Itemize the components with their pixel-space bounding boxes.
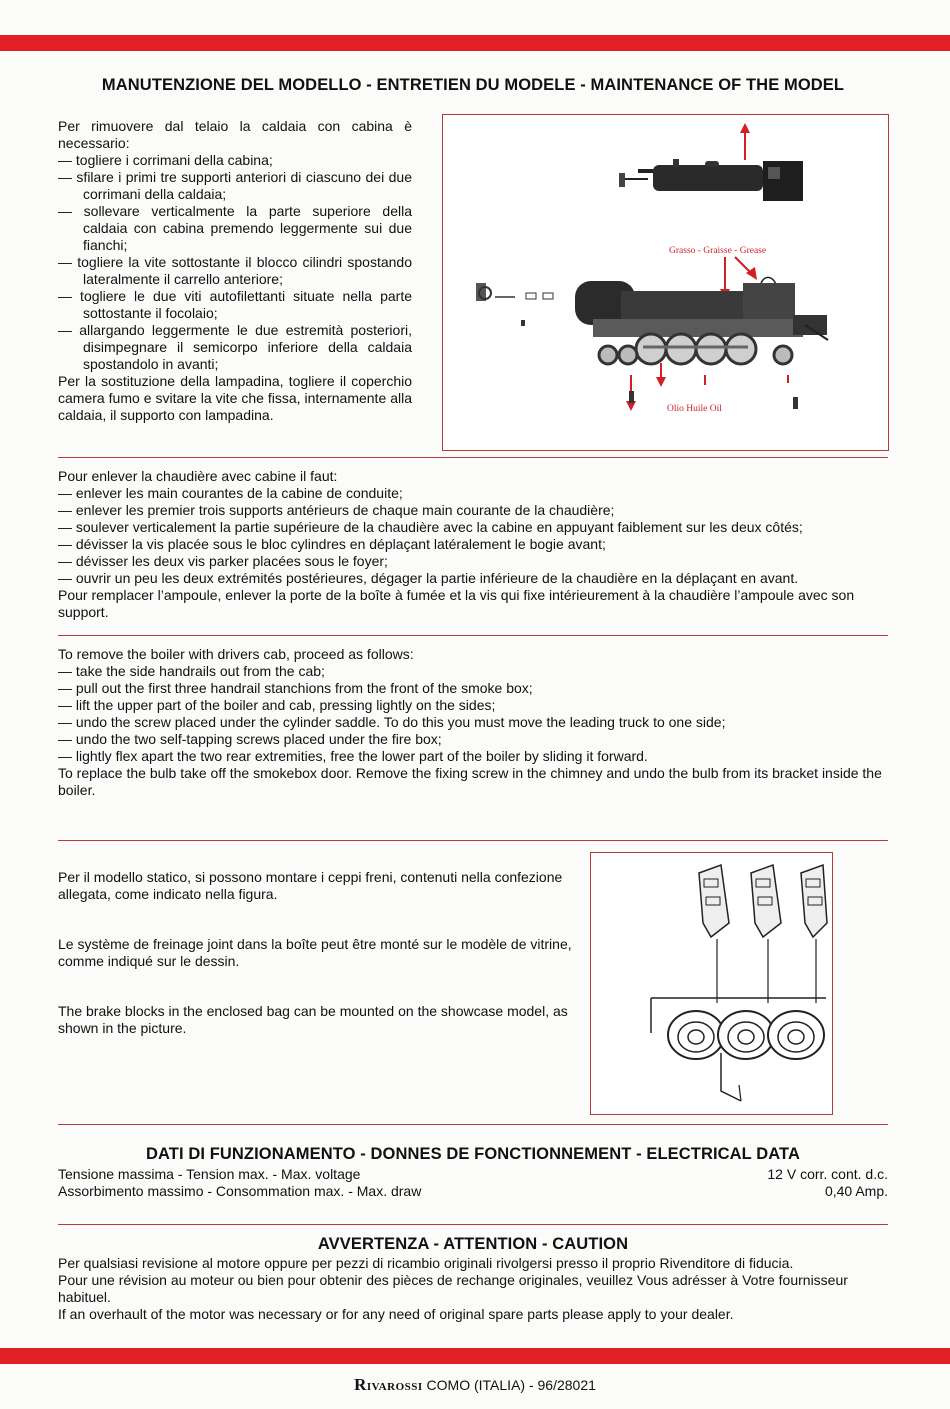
- brake-drawing: [591, 853, 832, 1114]
- list-item: — take the side handrails out from the cab;: [58, 663, 325, 679]
- data-row-draw: [58, 1183, 888, 1200]
- oil-label: Olio Huile Oil: [667, 404, 722, 414]
- brake-blocks-figure: [590, 852, 833, 1115]
- italian-intro: Per rimuovere dal telaio la caldaia con cabina è necessario:: [58, 118, 412, 151]
- list-item: — soulever verticalement la partie supérieure de la chaudière avec la cabine en appuyant faiblement sur les deux côtés;: [58, 519, 803, 535]
- caution-french: Pour une révision au moteur ou bien pour obtenir des pièces de rechange originales, veuillez Vous adrésser à Votre fournisseur habituel.: [58, 1272, 848, 1305]
- maintenance-heading: MANUTENZIONE DEL MODELLO - ENTRETIEN DU MODELE - MAINTENANCE OF THE MODEL: [101, 76, 845, 94]
- brakes-french: Le système de freinage joint dans la boîte peut être monté sur le modèle de vitrine, comme indiqué sur le dessin.: [58, 936, 572, 969]
- divider: [58, 635, 888, 636]
- english-steps: [58, 663, 888, 765]
- french-instructions: [58, 468, 888, 621]
- footer: [0, 1375, 950, 1395]
- data-row-voltage: [58, 1166, 888, 1183]
- english-bulb: To replace the bulb take off the smokebox door. Remove the fixing screw in the chimney and undo the bulb from its bracket inside the boiler.: [58, 765, 882, 798]
- list-item: — dévisser la vis placée sous le bloc cylindres en déplaçant latéralement le bogie avant;: [58, 536, 606, 552]
- list-item: — enlever les main courantes de la cabine de conduite;: [58, 485, 403, 501]
- list-item: — togliere i corrimani della cabina;: [58, 152, 273, 168]
- locomotive-drawing: [443, 115, 888, 450]
- grease-label: Grasso - Graisse - Grease: [669, 246, 767, 256]
- voltage-value: 12 V corr. cont. d.c.: [767, 1166, 888, 1182]
- caution-heading: AVVERTENZA - ATTENTION - CAUTION: [317, 1235, 629, 1253]
- divider: [58, 1224, 888, 1225]
- boiler-assembly: [619, 159, 803, 201]
- list-item: — undo the two self-tapping screws placed under the fire box;: [58, 731, 442, 747]
- list-item: — undo the screw placed under the cylinder saddle. To do this you must move the leading truck to one side;: [58, 714, 726, 730]
- italian-bulb: Per la sostituzione della lampadina, togliere il coperchio camera fumo e svitare la vite che fissa, internamente alla caldaia, il supporto con lampadina.: [58, 373, 412, 423]
- rivarossi-logo: RIVAROSSI: [354, 1375, 423, 1394]
- english-intro: To remove the boiler with drivers cab, proceed as follows:: [58, 646, 414, 662]
- draw-value: 0,40 Amp.: [824, 1183, 888, 1199]
- caution-english: If an overhault of the motor was necessary or for any need of original spare parts please apply to your dealer.: [58, 1306, 734, 1322]
- caution-text: [58, 1255, 888, 1323]
- italian-steps: [58, 152, 412, 373]
- list-item: — enlever les premier trois supports antérieurs de chaque main courante de la chaudière;: [58, 502, 615, 518]
- draw-label: Assorbimento massimo - Consommation max. - Max. draw: [58, 1183, 422, 1199]
- voltage-label: Tensione massima - Tension max. - Max. voltage: [58, 1166, 361, 1182]
- italian-instructions: [58, 118, 412, 424]
- brakes-english: The brake blocks in the enclosed bag can be mounted on the showcase model, as shown in the picture.: [58, 1003, 568, 1036]
- list-item: — lightly flex apart the two rear extremities, free the lower part of the boiler by sliding it forward.: [58, 748, 648, 764]
- chassis-assembly: [575, 281, 828, 364]
- french-intro: Pour enlever la chaudière avec cabine il faut:: [58, 468, 338, 484]
- divider: [58, 840, 888, 841]
- list-item: — pull out the first three handrail stanchions from the front of the smoke box;: [58, 680, 533, 696]
- caution-italian: Per qualsiasi revisione al motore oppure per pezzi di ricambio originali rivolgersi presso il proprio Rivenditore di fiducia.: [58, 1255, 794, 1271]
- divider: [58, 1124, 888, 1125]
- list-item: — allargando leggermente le due estremità posteriori, disimpegnare il semicorpo inferiore della caldaia spostandolo in avanti;: [58, 322, 412, 372]
- list-item: — togliere la vite sottostante il blocco cilindri spostando lateralmente il carrello anteriore;: [58, 254, 412, 287]
- footer-address: COMO (ITALIA) - 96/28021: [426, 1377, 596, 1393]
- electrical-heading: DATI DI FUNZIONAMENTO - DONNES DE FONCTIONNEMENT - ELECTRICAL DATA: [145, 1145, 801, 1163]
- top-red-bar: [0, 35, 950, 51]
- list-item: — ouvrir un peu les deux extrémités postérieures, dégager la partie inférieure de la chaudière en la déplaçant en avant.: [58, 570, 799, 586]
- english-instructions: [58, 646, 888, 799]
- list-item: — togliere le due viti autofilettanti situate nella parte sottostante il focolaio;: [58, 288, 412, 321]
- list-item: — lift the upper part of the boiler and cab, pressing lightly on the sides;: [58, 697, 496, 713]
- locomotive-figure: [442, 114, 889, 451]
- brakes-italian: Per il modello statico, si possono montare i ceppi freni, contenuti nella confezione allegata, come indicato nella figura.: [58, 869, 563, 902]
- list-item: — sollevare verticalmente la parte superiore della caldaia con cabina premendo leggermente sui due fianchi;: [58, 203, 412, 253]
- small-parts: [476, 283, 553, 326]
- list-item: — sfilare i primi tre supporti anteriori di ciascuno dei due corrimani della caldaia;: [58, 169, 412, 202]
- list-item: — dévisser les deux vis parker placées sous le foyer;: [58, 553, 388, 569]
- divider: [58, 457, 888, 458]
- french-steps: [58, 485, 888, 587]
- french-bulb: Pour remplacer l’ampoule, enlever la porte de la boîte à fumée et la vis qui fixe intérieurement à la chaudière l’ampoule avec son support.: [58, 587, 855, 620]
- bottom-red-bar: [0, 1348, 950, 1364]
